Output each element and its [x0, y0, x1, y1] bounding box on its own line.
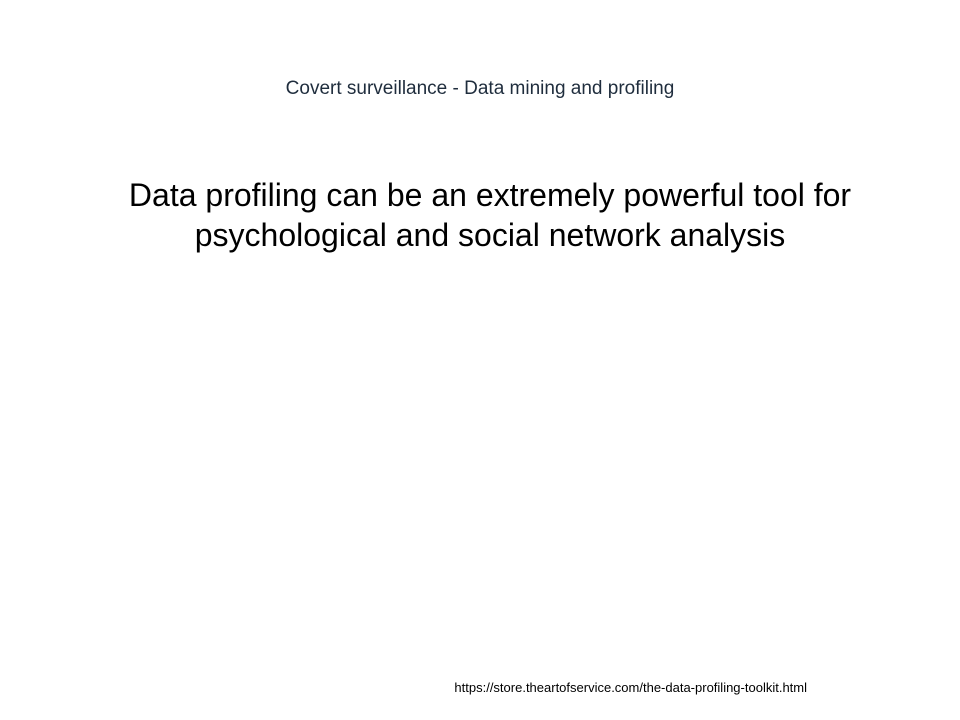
- footer-url: https://store.theartofservice.com/the-data-profiling-toolkit.html: [454, 680, 807, 695]
- slide-title: Covert surveillance - Data mining and profiling: [285, 78, 675, 99]
- slide-body-text: Data profiling can be an extremely powerful tool for psychological and social network analysis: [128, 177, 852, 253]
